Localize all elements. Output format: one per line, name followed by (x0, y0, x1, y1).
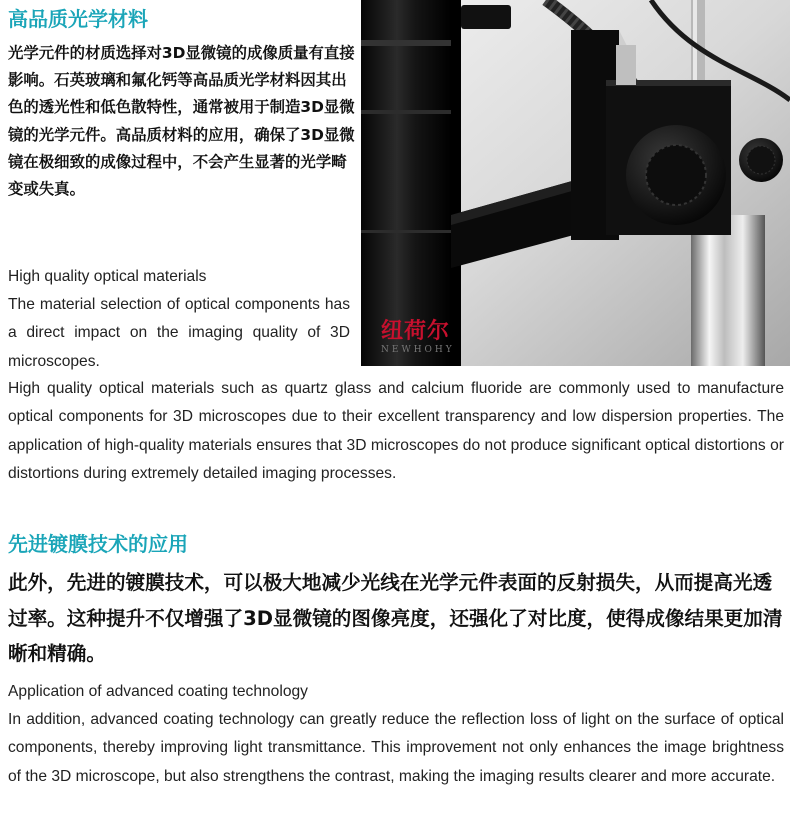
section2-title-en: Application of advanced coating technology (8, 683, 308, 700)
section2-title-zh: 先进镀膜技术的应用 (8, 532, 188, 556)
brand-logo: 纽荷尔 (381, 319, 451, 344)
section1-title-en: High quality optical materials (8, 268, 207, 285)
section1-body-en: High quality optical materials such as quartz glass and calcium fluoride are commonly used to manufacture optical components for 3D microscopes due to their excellent transparency and low dispersion properties. The application of high-quality materials ensures that 3D microscopes do not produce significant optical distortions or distortions during extremely detailed imaging processes. (8, 380, 784, 482)
section1-intro-en: The material selection of optical components has a direct impact on the imaging quality of 3D microscopes. (8, 296, 350, 370)
brand-logo-latin: NEWHOHY (381, 345, 455, 355)
microscope-photo (361, 0, 790, 366)
section1-body-zh: 光学元件的材质选择对3D显微镜的成像质量有直接影响。石英玻璃和氟化钙等高品质光学材料因其出色的透光性和低色散特性，通常被用于制造3D显微镜的光学元件。高品质材料的应用，确保了3D显微镜在极细致的成像过程中，不会产生显著的光学畸变或失真。 (8, 44, 355, 199)
section1-title-zh: 高品质光学材料 (8, 7, 148, 31)
section2-body-en: In addition, advanced coating technology can greatly reduce the reflection loss of light on the surface of optical components, thereby improving light transmittance. This improvement not only enhances the image brightness of the 3D microscope, but also strengthens the contrast, making the imaging results clearer and more accurate. (8, 711, 784, 785)
section2-body-zh: 此外，先进的镀膜技术，可以极大地减少光线在光学元件表面的反射损失，从而提高光透过率。这种提升不仅增强了3D显微镜的图像亮度，还强化了对比度，使得成像结果更加清晰和精确。 (8, 571, 783, 665)
microscope-stand-illustration (361, 0, 790, 366)
